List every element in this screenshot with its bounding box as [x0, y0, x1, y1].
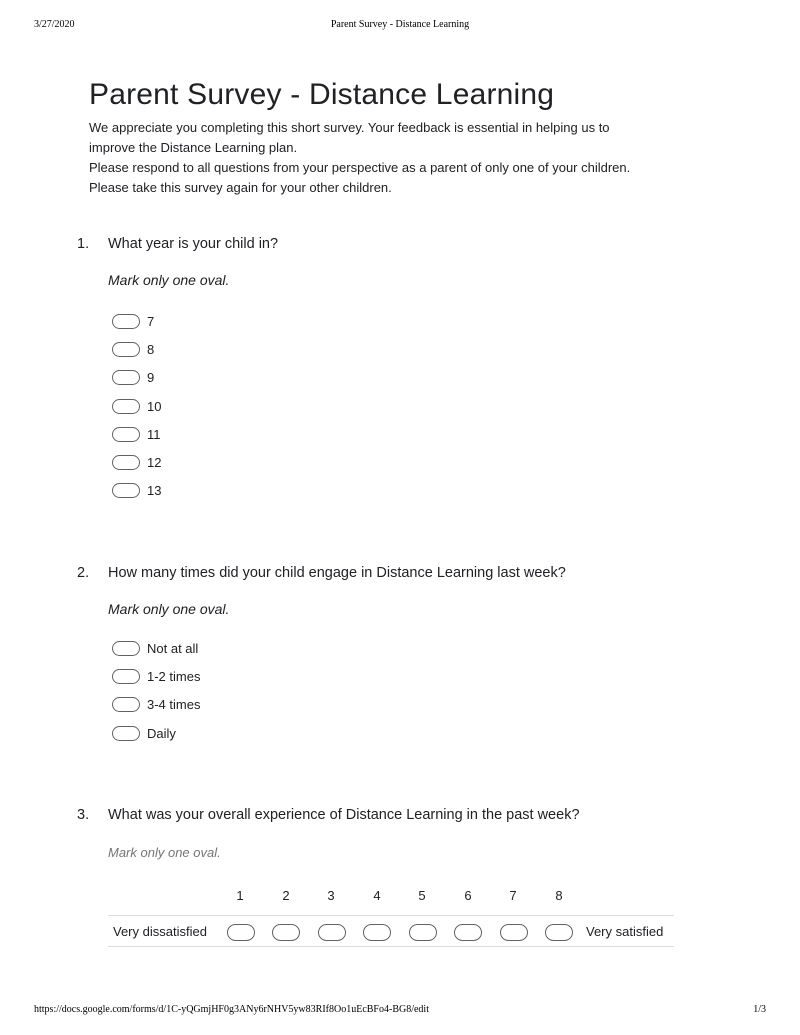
- scale-number: 1: [236, 888, 244, 903]
- radio-oval[interactable]: [112, 697, 140, 712]
- scale-divider-bottom: [108, 946, 674, 947]
- scale-min-label: Very dissatisfied: [113, 924, 207, 939]
- form-title: Parent Survey - Distance Learning: [89, 78, 555, 111]
- question-number: 2.: [77, 565, 90, 581]
- scale-divider-top: [108, 915, 674, 916]
- radio-oval[interactable]: [112, 314, 140, 329]
- option-9[interactable]: [112, 367, 154, 387]
- option-10[interactable]: [112, 396, 161, 416]
- option-label: 11: [147, 426, 161, 442]
- question-number: 1.: [77, 236, 90, 252]
- option-label: 8: [147, 341, 155, 357]
- description-line: We appreciate you completing this short survey. Your feedback is essential in helping us to: [89, 120, 610, 135]
- scale-number: 5: [418, 888, 426, 903]
- radio-oval[interactable]: [112, 399, 140, 414]
- print-footer: [0, 1004, 800, 1018]
- scale-number: 2: [282, 888, 290, 903]
- print-header: [0, 19, 800, 33]
- scale-oval-6[interactable]: [454, 924, 482, 941]
- option-label: 9: [147, 369, 155, 385]
- scale-number: 3: [327, 888, 335, 903]
- print-title: Parent Survey - Distance Learning: [330, 19, 470, 30]
- description-line: Please respond to all questions from your perspective as a parent of only one of your children.: [89, 160, 631, 175]
- question-text: What year is your child in?: [108, 236, 279, 252]
- option-label: 12: [147, 454, 162, 470]
- option-11[interactable]: [112, 424, 161, 444]
- print-url: https://docs.google.com/forms/d/1C-yQGmjHF0g3ANy6rNHV5yw83RIf8Oo1uEcBFo4-BG8/edit: [34, 1004, 429, 1015]
- description-line: improve the Distance Learning plan.: [89, 140, 298, 155]
- option-label: 1-2 times: [147, 668, 201, 684]
- scale-number: 7: [509, 888, 517, 903]
- radio-oval[interactable]: [112, 669, 140, 684]
- option-13[interactable]: [112, 480, 161, 500]
- scale-oval-3[interactable]: [318, 924, 346, 941]
- scale-max-label: Very satisfied: [586, 924, 664, 939]
- question-hint: Mark only one oval.: [108, 601, 230, 617]
- option-daily[interactable]: [112, 723, 176, 743]
- form-description: [89, 118, 689, 198]
- print-date: 3/27/2020: [34, 19, 75, 30]
- option-8[interactable]: [112, 339, 154, 359]
- radio-oval[interactable]: [112, 370, 140, 385]
- option-not-at-all[interactable]: [112, 638, 198, 658]
- scale-number: 8: [555, 888, 563, 903]
- radio-oval[interactable]: [112, 483, 140, 498]
- option-label: Daily: [147, 725, 176, 741]
- print-page-number: 1/3: [753, 1004, 766, 1015]
- radio-oval[interactable]: [112, 726, 140, 741]
- option-3-4-times[interactable]: [112, 694, 200, 714]
- question-number: 3.: [77, 807, 90, 823]
- question-text: What was your overall experience of Distance Learning in the past week?: [108, 807, 580, 823]
- option-label: 10: [147, 398, 162, 414]
- scale-oval-1[interactable]: [227, 924, 255, 941]
- scale-oval-5[interactable]: [409, 924, 437, 941]
- radio-oval[interactable]: [112, 455, 140, 470]
- question-hint: Mark only one oval.: [108, 272, 230, 288]
- option-label: 7: [147, 313, 155, 329]
- scale-oval-7[interactable]: [500, 924, 528, 941]
- scale-number: 6: [464, 888, 472, 903]
- option-label: 3-4 times: [147, 696, 201, 712]
- scale-number: 4: [373, 888, 381, 903]
- radio-oval[interactable]: [112, 427, 140, 442]
- option-12[interactable]: [112, 452, 161, 472]
- option-1-2-times[interactable]: [112, 666, 200, 686]
- question-hint: Mark only one oval.: [108, 845, 221, 860]
- radio-oval[interactable]: [112, 342, 140, 357]
- scale-oval-4[interactable]: [363, 924, 391, 941]
- scale-oval-2[interactable]: [272, 924, 300, 941]
- option-label: Not at all: [147, 640, 199, 656]
- option-label: 13: [147, 482, 162, 498]
- scale-oval-8[interactable]: [545, 924, 573, 941]
- question-text: How many times did your child engage in Distance Learning last week?: [108, 565, 566, 581]
- option-7[interactable]: [112, 311, 154, 331]
- radio-oval[interactable]: [112, 641, 140, 656]
- description-line: Please take this survey again for your other children.: [89, 180, 392, 195]
